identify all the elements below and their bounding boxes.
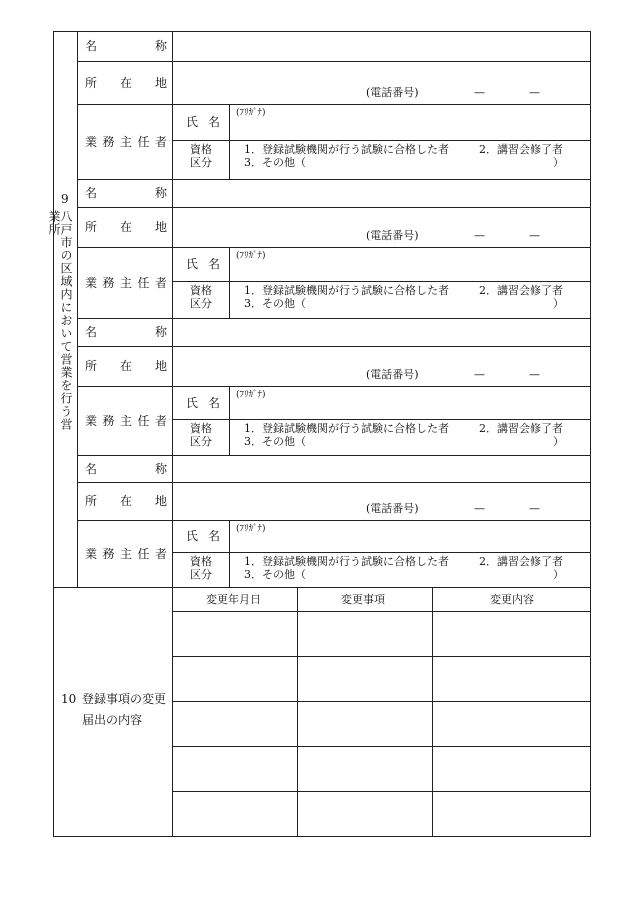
qualification-label: 区分 [190, 568, 212, 581]
person-name-field[interactable] [230, 247, 591, 281]
section10-number: 10 [61, 692, 77, 706]
phone-label: (電話番号) [366, 368, 419, 381]
qualification-option-3-close: ） [553, 568, 564, 581]
furigana-label: (ﾌﾘｶﾞﾅ) [236, 251, 266, 261]
manager-label: 業務主任者 [85, 413, 167, 428]
table-cell[interactable] [298, 702, 432, 746]
table-cell[interactable] [298, 612, 432, 656]
phone-separator: — [474, 502, 485, 515]
row-line [172, 281, 591, 282]
qualification-option-1[interactable]: 1．登録試験機関が行う試験に合格した者 [244, 143, 449, 156]
table-cell[interactable] [433, 747, 591, 791]
table-cell[interactable] [173, 747, 297, 791]
qualification-option-3[interactable]: 3．その他（ [244, 435, 306, 448]
person-name-field[interactable] [230, 386, 591, 419]
name-field[interactable] [173, 31, 591, 61]
row-line [172, 419, 591, 420]
location-label: 所在地 [85, 494, 167, 508]
table-cell[interactable] [298, 657, 432, 701]
name-field[interactable] [173, 318, 591, 346]
person-name-field[interactable] [230, 104, 591, 140]
row-line [172, 140, 591, 141]
phone-separator: — [529, 368, 540, 381]
person-name-label: 氏名 [186, 395, 220, 410]
location-label: 所在地 [85, 75, 167, 90]
name-label: 名称 [85, 39, 167, 53]
location-label: 所在地 [85, 220, 167, 234]
section9-title: 八戸市の区域内において営業を行う営業所 [47, 210, 73, 431]
qualification-option-2[interactable]: 2．講習会修了者 [479, 555, 563, 568]
name-label: 名称 [85, 325, 167, 339]
qualification-option-3-close: ） [553, 435, 564, 448]
manager-label: 業務主任者 [85, 546, 167, 561]
column-header-change-date: 変更年月日 [206, 593, 261, 606]
section9-number: 9 [61, 192, 69, 206]
table-cell[interactable] [433, 612, 591, 656]
table-cell[interactable] [173, 657, 297, 701]
manager-label: 業務主任者 [85, 134, 167, 149]
phone-separator: — [529, 86, 540, 99]
manager-label: 業務主任者 [85, 275, 167, 290]
qualification-label: 区分 [190, 435, 212, 448]
section-divider [53, 587, 591, 588]
section10-title-line2: 届出の内容 [82, 713, 143, 727]
furigana-label: (ﾌﾘｶﾞﾅ) [236, 390, 266, 400]
name-field[interactable] [173, 455, 591, 482]
qualification-option-3[interactable]: 3．その他（ [244, 568, 306, 581]
phone-separator: — [529, 229, 540, 242]
person-name-label: 氏名 [186, 529, 220, 543]
phone-label: (電話番号) [366, 86, 419, 99]
furigana-label: (ﾌﾘｶﾞﾅ) [236, 108, 266, 118]
table-cell[interactable] [173, 612, 297, 656]
qualification-option-1[interactable]: 1．登録試験機関が行う試験に合格した者 [244, 555, 449, 568]
name-label: 名称 [85, 186, 167, 200]
phone-label: (電話番号) [366, 229, 419, 242]
table-cell[interactable] [433, 702, 591, 746]
name-label: 名称 [85, 461, 167, 476]
phone-label: (電話番号) [366, 502, 419, 515]
section10-title-line1: 登録事項の変更 [82, 692, 167, 706]
phone-separator: — [474, 86, 485, 99]
column-header-change-item: 変更事項 [341, 593, 385, 606]
qualification-option-1[interactable]: 1．登録試験機関が行う試験に合格した者 [244, 422, 449, 435]
qualification-label: 資格 [190, 143, 212, 156]
qualification-option-3-close: ） [553, 156, 564, 169]
name-field[interactable] [173, 179, 591, 207]
row-line [172, 552, 591, 553]
table-cell[interactable] [298, 747, 432, 791]
phone-separator: — [529, 502, 540, 515]
column-header-change-content: 変更内容 [490, 593, 534, 606]
qualification-option-3[interactable]: 3．その他（ [244, 156, 306, 169]
qualification-option-3-close: ） [553, 297, 564, 310]
phone-separator: — [474, 229, 485, 242]
table-cell[interactable] [298, 792, 432, 836]
qualification-label: 区分 [190, 297, 212, 310]
furigana-label: (ﾌﾘｶﾞﾅ) [236, 524, 266, 534]
qualification-option-2[interactable]: 2．講習会修了者 [479, 143, 563, 156]
table-cell[interactable] [433, 792, 591, 836]
table-cell[interactable] [173, 702, 297, 746]
qualification-label: 資格 [190, 284, 212, 297]
section9-left-divider [77, 31, 78, 587]
phone-separator: — [474, 368, 485, 381]
person-name-label: 氏名 [186, 257, 220, 271]
qualification-label: 区分 [190, 156, 212, 169]
qualification-option-2[interactable]: 2．講習会修了者 [479, 284, 563, 297]
table-cell[interactable] [173, 792, 297, 836]
qualification-label: 資格 [190, 555, 212, 568]
qualification-label: 資格 [190, 422, 212, 435]
person-name-field[interactable] [230, 520, 591, 552]
table-cell[interactable] [433, 657, 591, 701]
person-name-label: 氏名 [186, 115, 220, 129]
qualification-option-1[interactable]: 1．登録試験機関が行う試験に合格した者 [244, 284, 449, 297]
location-label: 所在地 [85, 359, 167, 373]
qualification-option-2[interactable]: 2．講習会修了者 [479, 422, 563, 435]
qualification-option-3[interactable]: 3．その他（ [244, 297, 306, 310]
